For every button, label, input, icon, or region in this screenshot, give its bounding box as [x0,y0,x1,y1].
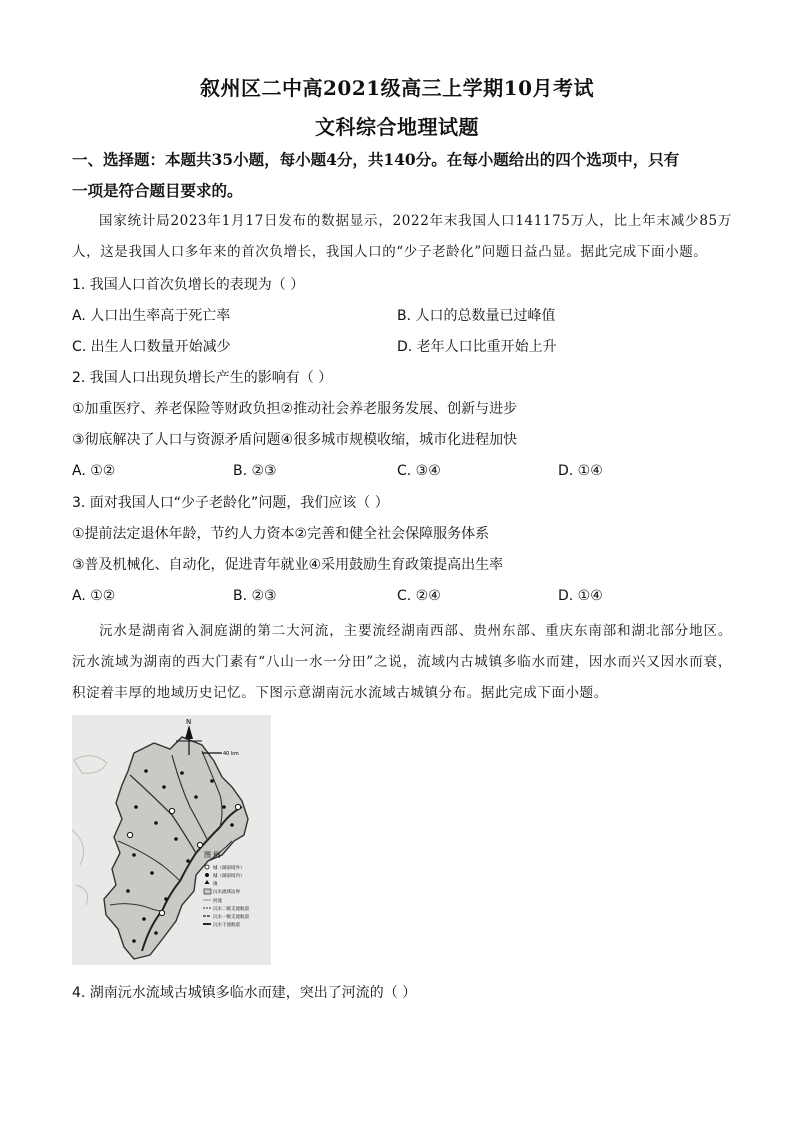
legend-item: 城（湖南境外） [213,866,245,871]
legend-item: 沅水流域边界 [213,890,240,895]
legend-symbol-city-outside [205,865,209,869]
question-3-option-d: D. ①④ [558,588,603,604]
map-background-sketch [72,830,88,905]
question-1-stem: 1. 我国人口首次负增长的表现为（ ） [72,277,305,293]
section-instructions [72,144,732,206]
question-2-option-d: D. ①④ [558,463,603,479]
north-label: N [186,718,192,726]
passage-population: 国家统计局2023年1月17日发布的数据显示，2022年末我国人口141175万人，比上年末减少85万人，这是我国人口多年来的首次负增长，我国人口的“少子老龄化”问题日益凸显。据此完成下面小题。 [72,213,732,260]
map-canvas [72,715,271,965]
question-2-option-b: B. ②③ [233,463,277,479]
question-3-option-b: B. ②③ [233,588,277,604]
question-2-stem: 2. 我国人口出现负增长产生的影响有（ ） [72,370,333,386]
question-2-statements-2: ③彻底解决了人口与资源矛盾问题④很多城市规模收缩，城市化进程加快 [72,432,518,448]
legend-item: 河流 [213,899,222,904]
question-3-statements-2: ③普及机械化、自动化，促进青年就业④采用鼓励生育政策提高出生率 [72,557,504,573]
yuanshui-basin-map [72,715,271,965]
question-2-option-c: C. ③④ [397,463,441,479]
scale-label: 40 km [223,751,239,757]
question-2-option-a: A. ①② [72,463,116,479]
legend-symbol-town [205,880,210,884]
question-2-statements-1: ①加重医疗、养老保险等财政负担②推动社会养老服务发展、创新与进步 [72,401,518,417]
exam-title: 叙州区二中高2021级高三上学期10月考试 [200,76,594,100]
legend-item: 城（湖南境内） [213,874,245,879]
section-line-1: 一、选择题：本题共35小题，每小题4分，共140分。在每小题给出的四个选项中，只有 [72,150,680,169]
map-background-sketch [74,756,107,774]
legend-item: 镇 [213,882,218,887]
legend-title: 图 例 [204,851,221,859]
passage-yuanshui: 沅水是湖南省入洞庭湖的第二大河流，主要流经湖南西部、贵州东部、重庆东南部和湖北部分地区。沅水流域为湖南的西大门素有“八山一水一分田”之说，流域内古城镇多临水而建，因水而兴又因水而衰，积淀着丰厚的地域历史记忆。下图示意湖南沅水流域古城镇分布。据此完成下面小题。 [72,623,732,701]
question-1-option-a: A. 人口出生率高于死亡率 [72,308,231,324]
question-1-option-b: B. 人口的总数量已过峰值 [397,308,556,324]
question-3-statements-1: ①提前法定退休年龄，节约人力资本②完善和健全社会保障服务体系 [72,526,490,542]
question-4-stem: 4. 湖南沅水流域古城镇多临水而建，突出了河流的（ ） [72,985,417,1001]
legend-item: 沅水一级支流航道 [213,915,249,920]
question-1-option-d: D. 老年人口比重开始上升 [397,339,557,355]
question-1-option-c: C. 出生人口数量开始减少 [72,339,231,355]
question-3-option-c: C. ②④ [397,588,441,604]
legend-item: 沅水二级支流航道 [213,907,249,912]
map-legend [203,850,249,928]
legend-item: 沅水干流航道 [213,923,240,928]
exam-subtitle: 文科综合地理试题 [315,115,479,139]
legend-symbol-city-inside [205,873,209,877]
question-3-stem: 3. 面对我国人口“少子老龄化”问题，我们应该（ ） [72,495,389,511]
question-3-option-a: A. ①② [72,588,116,604]
section-line-2: 一项是符合题目要求的。 [72,181,243,200]
legend-symbol-boundary [204,889,211,894]
